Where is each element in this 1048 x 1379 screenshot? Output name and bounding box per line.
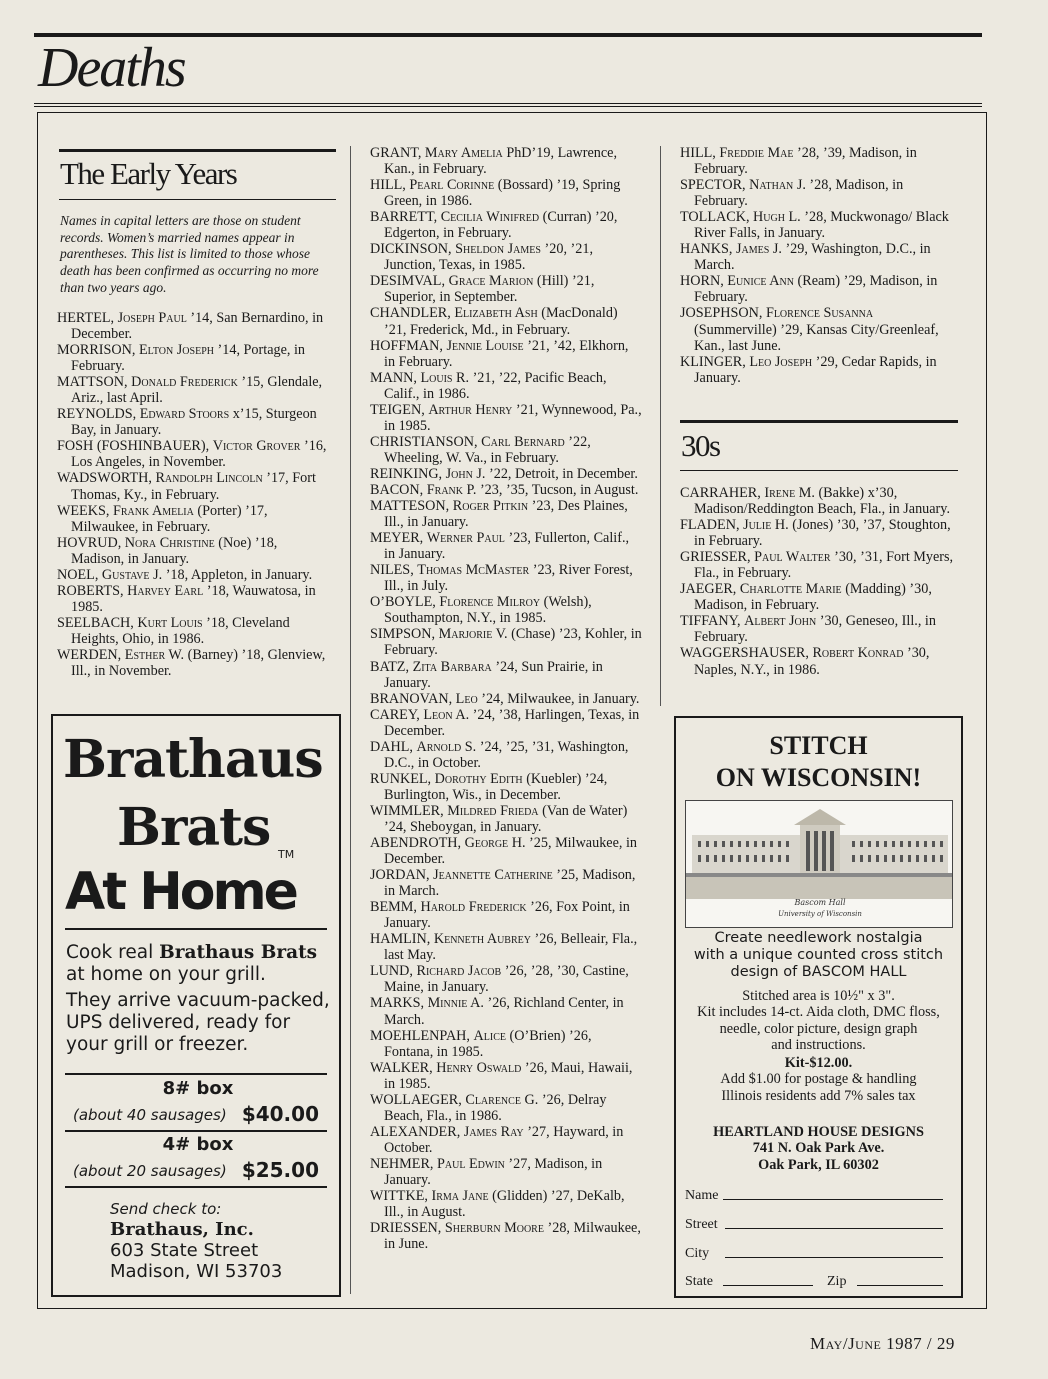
entry-given-name: James bbox=[735, 241, 770, 258]
obituary-column-3 bbox=[680, 145, 958, 386]
entry-surname: CARRAHER, bbox=[680, 485, 765, 501]
entry-details: ’21, Wynnewood, Pa., in 1985. bbox=[384, 401, 642, 434]
entry-given-name: Elton Joseph bbox=[139, 342, 214, 359]
obituary-entry bbox=[57, 374, 333, 406]
section-rule bbox=[59, 199, 336, 200]
obituary-entry bbox=[370, 338, 642, 370]
kit-price: Kit-$12.00. bbox=[784, 1055, 853, 1072]
entry-surname: DICKINSON, bbox=[370, 241, 456, 258]
entry-surname: HOFFMAN, bbox=[370, 337, 447, 354]
entry-surname: HANKS, bbox=[680, 241, 736, 258]
entry-surname: WALKER, bbox=[370, 1059, 437, 1076]
entry-given-name: Leo Joseph bbox=[749, 353, 813, 370]
entry-surname: REYNOLDS, bbox=[57, 406, 140, 423]
intro-text: Names in capital letters are those on student records. Women’s married names appear in parentheses. This list is limited to those whose death has been confirmed as occurring no more than two years ago. bbox=[60, 213, 319, 295]
obituary-entry bbox=[57, 342, 333, 374]
entry-surname: BATZ, bbox=[370, 658, 413, 675]
entry-surname: DESIMVAL, bbox=[370, 273, 449, 290]
obituary-entry bbox=[370, 899, 642, 931]
section-rule bbox=[680, 470, 958, 471]
entry-surname: HAMLIN, bbox=[370, 931, 434, 948]
entry-details: ’24, Milwaukee, in January. bbox=[477, 690, 640, 707]
entry-given-name: Albert John bbox=[744, 613, 817, 630]
entry-given-name: Gustave bbox=[101, 566, 150, 583]
entry-given-name: Paul Walter bbox=[754, 549, 831, 566]
entry-given-name: Arnold bbox=[416, 738, 462, 755]
entry-surname: BARRETT, bbox=[370, 209, 441, 226]
entry-details: ’22, Wheeling, W. Va., in February. bbox=[384, 433, 591, 466]
entry-details: ’29, Cedar Rapids, in January. bbox=[694, 353, 937, 386]
entry-surname: HILL, bbox=[680, 145, 720, 161]
entry-given-name: Werner Paul bbox=[426, 530, 505, 547]
column-divider bbox=[350, 146, 351, 1294]
entry-details: H. ’25, Milwaukee, in December. bbox=[384, 835, 638, 868]
obituary-entry bbox=[57, 615, 333, 647]
entry-surname: O’BOYLE, bbox=[370, 594, 440, 611]
entry-surname: CHANDLER, bbox=[370, 305, 455, 322]
entry-surname: WEEKS, bbox=[57, 502, 113, 519]
entry-details: ’15, Glendale, Ariz., last April. bbox=[71, 374, 323, 407]
stitch-description: Create needlework nostalgia with a unique counted cross stitch design of BASCOM HALL bbox=[693, 930, 944, 980]
entry-surname: MEYER, bbox=[370, 530, 427, 547]
entry-surname: TOLLACK, bbox=[680, 209, 754, 226]
entry-surname: MATTSON, bbox=[57, 374, 132, 391]
entry-details: ’24, Sun Prairie, in January. bbox=[384, 658, 603, 691]
entry-given-name: Leon bbox=[423, 706, 453, 723]
obituary-entry bbox=[680, 209, 958, 241]
entry-details: (Glidden) ’27, DeKalb, Ill., in August. bbox=[384, 1188, 625, 1221]
entry-details: (MacDonald) ’21, Frederick, Md., in February. bbox=[384, 305, 618, 338]
entry-surname: LUND, bbox=[370, 963, 417, 980]
entry-given-name: Frank Amelia bbox=[112, 502, 194, 519]
obituary-entry bbox=[370, 498, 642, 530]
obituary-entry bbox=[57, 567, 333, 583]
at-home-heading: At Home bbox=[65, 862, 296, 922]
entry-given-name: James Ray bbox=[463, 1123, 524, 1140]
entry-surname: GRANT, bbox=[370, 145, 425, 161]
entry-details: A. ’24, ’38, Harlingen, Texas, in December. bbox=[384, 706, 640, 739]
obituary-entry bbox=[370, 1124, 642, 1156]
entry-details: ’14, San Bernardino, in December. bbox=[71, 310, 324, 343]
entry-surname: HILL, bbox=[370, 177, 410, 194]
obituary-entry bbox=[370, 626, 642, 658]
entry-given-name: Leo bbox=[455, 690, 478, 707]
entry-given-name: Jeannette Catherine bbox=[433, 867, 553, 884]
entry-surname: BACON, bbox=[370, 481, 427, 498]
entry-surname: HERTEL, bbox=[57, 310, 118, 326]
entry-details: J. ’22, Detroit, in December. bbox=[472, 465, 638, 482]
entry-details: ’30, Naples, N.Y., in 1986. bbox=[694, 645, 930, 678]
entry-surname: GRIESSER, bbox=[680, 549, 755, 566]
entry-given-name: Frank bbox=[426, 481, 463, 498]
entry-details: ’30, ’31, Fort Myers, Fla., in February. bbox=[694, 549, 954, 582]
order-form-state-zip[interactable]: State Zip bbox=[685, 1274, 953, 1290]
obituary-entry bbox=[370, 835, 642, 867]
obituary-entry bbox=[370, 466, 642, 482]
entry-given-name: Pearl Corinne bbox=[409, 177, 495, 194]
obituary-entry bbox=[370, 963, 642, 995]
entry-given-name: Arthur Henry bbox=[428, 401, 513, 418]
box-price: $40.00 bbox=[241, 1102, 319, 1126]
ad-rule bbox=[65, 1130, 327, 1132]
entry-given-name: Florence Milroy bbox=[439, 594, 541, 611]
entry-surname: NILES, bbox=[370, 562, 418, 579]
entry-surname: NOEL, bbox=[57, 566, 102, 583]
entry-given-name: Cecilia Winifred bbox=[440, 209, 540, 226]
section-rule bbox=[680, 420, 958, 423]
entry-given-name: Roger Pitkin bbox=[452, 498, 529, 515]
entry-details: PhD’19, Lawrence, Kan., in February. bbox=[384, 145, 618, 178]
obituary-entry bbox=[680, 549, 958, 581]
entry-surname: REINKING, bbox=[370, 465, 446, 482]
obituary-entry bbox=[370, 482, 642, 498]
entry-surname: ALEXANDER, bbox=[370, 1123, 464, 1140]
obituary-entry bbox=[57, 535, 333, 567]
entry-given-name: Marjorie bbox=[438, 626, 493, 643]
price-row-4lb bbox=[73, 1134, 323, 1182]
entry-surname: JORDAN, bbox=[370, 867, 434, 884]
entry-surname: BEMM, bbox=[370, 899, 421, 916]
entry-details: R. ’21, ’22, Pacific Beach, Calif., in 1986. bbox=[384, 369, 607, 402]
entry-details: ’20, ’21, Junction, Texas, in 1985. bbox=[384, 241, 593, 274]
entry-given-name: Randolph Lincoln bbox=[155, 470, 263, 487]
title-rule bbox=[34, 103, 982, 104]
box-price: $25.00 bbox=[241, 1158, 319, 1182]
entry-surname: WERDEN, bbox=[57, 646, 125, 663]
entry-given-name: Carl Bernard bbox=[481, 433, 565, 450]
entry-surname: WIMMLER, bbox=[370, 802, 448, 819]
entry-surname: WOLLAEGER, bbox=[370, 1091, 466, 1108]
entry-details: (Van de Water) ’24, Sheboygan, in January. bbox=[384, 802, 628, 835]
title-rule bbox=[34, 106, 982, 107]
entry-given-name: Mary Amelia bbox=[424, 145, 503, 161]
entry-details: ’25, Madison, in March. bbox=[384, 867, 636, 900]
obituary-entry bbox=[680, 145, 958, 177]
obituary-entry bbox=[57, 310, 333, 342]
entry-given-name: Kurt Louis bbox=[137, 614, 203, 631]
entry-surname: HOVRUD, bbox=[57, 534, 125, 551]
company-address: 603 State Street Madison, WI 53703 bbox=[110, 1240, 283, 1282]
entry-details: (O’Brien) ’26, Fontana, in 1985. bbox=[384, 1027, 592, 1060]
obituary-entry bbox=[370, 691, 642, 707]
obituary-entry bbox=[680, 581, 958, 613]
kit-details: Stitched area is 10½" x 3". Kit includes 14-ct. Aida cloth, DMC floss, needle, color picture, design graph and instructions. Kit-$12.00. Add $1.00 for postage & handling Illinois residents add 7% sales tax bbox=[676, 988, 961, 1104]
obituary-entry bbox=[370, 995, 642, 1027]
entry-given-name: Freddie Mae bbox=[719, 145, 794, 161]
entry-surname: SEELBACH, bbox=[57, 614, 138, 631]
entry-details: ’16, Los Angeles, in November. bbox=[71, 438, 327, 471]
entry-details: J. ’28, Madison, in February. bbox=[694, 177, 904, 210]
obituary-entry bbox=[370, 803, 642, 835]
entry-details: H. (Jones) ’30, ’37, Stoughton, in February. bbox=[694, 517, 951, 550]
entry-given-name: Donald Frederick bbox=[131, 374, 238, 391]
entry-given-name: Minnie bbox=[427, 995, 468, 1012]
obituary-column-30s bbox=[680, 485, 958, 678]
brats-logo: Brats bbox=[117, 797, 271, 858]
entry-details: (Welsh), Southampton, N.Y., in 1985. bbox=[384, 594, 592, 627]
entry-given-name: Eunice Ann bbox=[727, 273, 794, 290]
entry-details: ’21, ’42, Elkhorn, in February. bbox=[384, 337, 629, 370]
obituary-column-1 bbox=[57, 310, 333, 679]
section-title-early-years: The Early Years bbox=[60, 156, 237, 191]
entry-given-name: Alice bbox=[473, 1027, 506, 1044]
entry-given-name: Sherburn Moore bbox=[444, 1220, 544, 1237]
entry-details: ’18, Cleveland Heights, Ohio, in 1986. bbox=[71, 614, 290, 647]
image-caption: University of Wisconsin bbox=[778, 910, 862, 918]
entry-surname: JOSEPHSON, bbox=[680, 305, 766, 322]
obituary-entry bbox=[57, 647, 333, 679]
entry-given-name: Jennie Louise bbox=[446, 337, 524, 354]
obituary-entry bbox=[57, 470, 333, 502]
obituary-entry bbox=[680, 645, 958, 677]
bascom-hall-image bbox=[685, 800, 953, 928]
entry-surname: SIMPSON, bbox=[370, 626, 439, 643]
entry-surname: KLINGER, bbox=[680, 353, 750, 370]
column-divider bbox=[660, 146, 661, 706]
entry-given-name: Robert Konrad bbox=[812, 645, 904, 662]
obituary-entry bbox=[370, 434, 642, 466]
entry-given-name: Hugh bbox=[753, 209, 785, 226]
stitch-headline: STITCH ON WISCONSIN! bbox=[715, 731, 922, 792]
obituary-entry bbox=[57, 503, 333, 535]
brathaus-ad bbox=[51, 714, 341, 1297]
company-name: Brathaus, Inc. bbox=[110, 1219, 254, 1240]
box-name: 8# box bbox=[162, 1078, 234, 1099]
entry-details: ’26, Fox Point, in January. bbox=[384, 899, 630, 932]
entry-details: ’18, Wauwatosa, in 1985. bbox=[71, 582, 316, 615]
entry-details: W. (Barney) ’18, Glenview, Ill., in November. bbox=[71, 646, 326, 680]
entry-surname: NEHMER, bbox=[370, 1155, 437, 1172]
obituary-entry bbox=[370, 273, 642, 305]
entry-given-name: Kenneth Aubrey bbox=[433, 931, 531, 948]
obituary-entry bbox=[370, 402, 642, 434]
entry-surname: HORN, bbox=[680, 273, 728, 290]
entry-details: (Summerville) ’29, Kansas City/Greenleaf, Kan., last June. bbox=[694, 321, 939, 354]
entry-given-name: Edward Stoors bbox=[139, 406, 230, 423]
entry-given-name: Nora Christine bbox=[124, 534, 215, 551]
entry-surname: WADSWORTH, bbox=[57, 470, 156, 487]
obituary-entry bbox=[370, 241, 642, 273]
entry-given-name: Nathan bbox=[749, 177, 794, 194]
obituary-entry bbox=[680, 517, 958, 549]
description-text: They arrive vacuum-packed, UPS delivered, ready for your grill or freezer. bbox=[66, 990, 330, 1055]
obituary-entry bbox=[370, 659, 642, 691]
entry-details: ’30, Geneseo, Ill., in February. bbox=[694, 613, 936, 646]
entry-surname: SPECTOR, bbox=[680, 177, 750, 194]
entry-details: (Porter) ’17, Milwaukee, in February. bbox=[71, 502, 268, 535]
entry-details: V. (Chase) ’23, Kohler, in February. bbox=[384, 626, 642, 659]
entry-details: M. (Bakke) x’30, Madison/Reddington Beach, Fla., in January. bbox=[694, 485, 950, 518]
entry-given-name: Charlotte Marie bbox=[739, 581, 842, 598]
entry-surname: RUNKEL, bbox=[370, 770, 435, 787]
send-check-label: Send check to: bbox=[110, 1200, 222, 1218]
obituary-entry bbox=[370, 739, 642, 771]
entry-surname: MOEHLENPAH, bbox=[370, 1027, 474, 1044]
entry-given-name: Clarence bbox=[465, 1091, 521, 1108]
obituary-entry bbox=[57, 583, 333, 615]
entry-details: ’26, Belleair, Fla., last May. bbox=[384, 931, 638, 964]
entry-surname: JAEGER, bbox=[680, 581, 740, 598]
obituary-column-2 bbox=[370, 145, 642, 1252]
obituary-entry bbox=[370, 1156, 642, 1188]
entry-details: ’26, ’28, ’30, Castine, Maine, in January. bbox=[384, 963, 629, 996]
entry-details: ’23, River Forest, Ill., in July. bbox=[384, 562, 633, 595]
obituary-entry bbox=[680, 177, 958, 209]
entry-given-name: Zita Barbara bbox=[412, 658, 492, 675]
box-subtitle: (about 40 sausages) bbox=[73, 1106, 227, 1124]
entry-details: (Ream) ’29, Madison, in February. bbox=[694, 273, 938, 306]
entry-details: (Bossard) ’19, Spring Green, in 1986. bbox=[384, 177, 621, 210]
cook-text: Cook real Brathaus Brats at home on your grill. bbox=[66, 942, 318, 985]
stitch-ad bbox=[674, 716, 963, 1298]
obituary-entry bbox=[370, 771, 642, 803]
obituary-entry bbox=[680, 354, 958, 386]
entry-details: (Noe) ’18, Madison, in January. bbox=[71, 534, 278, 567]
entry-given-name: Dorothy Edith bbox=[434, 770, 523, 787]
entry-given-name: Irene bbox=[764, 485, 796, 501]
order-form-name[interactable]: Name bbox=[685, 1188, 953, 1204]
obituary-entry bbox=[680, 273, 958, 305]
entry-given-name: Irma Jane bbox=[431, 1188, 489, 1205]
section-title-30s: 30s bbox=[681, 428, 720, 463]
obituary-entry bbox=[370, 707, 642, 739]
entry-surname: ABENDROTH, bbox=[370, 835, 465, 852]
entry-details: S. ’24, ’25, ’31, Washington, D.C., in October. bbox=[384, 738, 629, 771]
entry-details: G. ’26, Delray Beach, Fla., in 1986. bbox=[384, 1091, 607, 1124]
entry-details: ’28, ’39, Madison, in February. bbox=[694, 145, 917, 178]
ad-rule bbox=[65, 1186, 327, 1188]
entry-details: ’27, Hayward, in October. bbox=[384, 1123, 624, 1156]
entry-given-name: Paul Edwin bbox=[437, 1155, 505, 1172]
entry-details: ’28, Milwaukee, in June. bbox=[384, 1220, 641, 1253]
obituary-entry bbox=[57, 438, 333, 470]
entry-surname: MARKS, bbox=[370, 995, 428, 1012]
obituary-entry bbox=[370, 145, 642, 177]
entry-surname: FLADEN, bbox=[680, 517, 744, 534]
entry-details: L. ’28, Muckwonago/ Black River Falls, in January. bbox=[694, 209, 949, 242]
entry-surname: DAHL, bbox=[370, 738, 417, 755]
brathaus-logo: Brathaus bbox=[63, 729, 323, 790]
obituary-entry bbox=[370, 530, 642, 562]
entry-surname: BRANOVAN, bbox=[370, 690, 456, 707]
entry-given-name: George bbox=[464, 835, 509, 852]
obituary-entry bbox=[370, 931, 642, 963]
obituary-entry bbox=[680, 241, 958, 273]
box-subtitle: (about 20 sausages) bbox=[73, 1162, 227, 1180]
page-footer: May/June 1987 / 29 bbox=[810, 1334, 955, 1353]
order-form-street[interactable]: Street bbox=[685, 1217, 953, 1233]
obituary-entry bbox=[370, 1220, 642, 1252]
entry-details: x’15, Sturgeon Bay, in January. bbox=[71, 406, 317, 439]
entry-details: ’14, Portage, in February. bbox=[71, 342, 306, 375]
obituary-entry bbox=[680, 613, 958, 645]
ad-rule bbox=[65, 1073, 327, 1075]
obituary-entry bbox=[370, 305, 642, 337]
obituary-entry bbox=[370, 1092, 642, 1124]
entry-given-name: Thomas McMaster bbox=[417, 562, 530, 579]
obituary-entry bbox=[370, 594, 642, 626]
obituary-entry bbox=[370, 209, 642, 241]
entry-surname: FOSH (FOSHINBAUER), bbox=[57, 438, 213, 455]
entry-details: ’27, Madison, in January. bbox=[384, 1155, 603, 1188]
entry-details: (Kuebler) ’24, Burlington, Wis., in December. bbox=[384, 770, 608, 803]
entry-given-name: Richard Jacob bbox=[416, 963, 502, 980]
bascom-hall-illustration bbox=[686, 801, 953, 928]
obituary-entry bbox=[57, 406, 333, 438]
entry-given-name: Louis bbox=[420, 369, 453, 386]
entry-given-name: Mildred Frieda bbox=[447, 802, 539, 819]
entry-given-name: Harvey Earl bbox=[127, 582, 204, 599]
entry-surname: MORRISON, bbox=[57, 342, 139, 359]
entry-details: J. ’18, Appleton, in January. bbox=[149, 566, 313, 583]
obituary-entry bbox=[370, 562, 642, 594]
image-caption: Bascom Hall bbox=[794, 898, 846, 907]
entry-given-name: Henry Oswald bbox=[436, 1059, 522, 1076]
stitch-company: HEARTLAND HOUSE DESIGNS 741 N. Oak Park Ave. Oak Park, IL 60302 bbox=[713, 1124, 924, 1173]
obituary-entry bbox=[370, 177, 642, 209]
entry-given-name: Florence Susanna bbox=[765, 305, 874, 322]
page-title: Deaths bbox=[38, 37, 185, 99]
entry-surname: TIFFANY, bbox=[680, 613, 745, 630]
entry-details: (Hill) ’21, Superior, in September. bbox=[384, 273, 595, 306]
entry-surname: CHRISTIANSON, bbox=[370, 433, 482, 450]
entry-surname: TEIGEN, bbox=[370, 401, 429, 418]
entry-given-name: Grace Marion bbox=[448, 273, 534, 290]
entry-surname: MATTESON, bbox=[370, 498, 453, 515]
entry-given-name: Esther bbox=[124, 646, 166, 663]
entry-details: P. ’23, ’35, Tucson, in August. bbox=[463, 481, 639, 498]
entry-surname: WAGGERSHAUSER, bbox=[680, 645, 813, 662]
trademark-mark: TM bbox=[278, 848, 295, 861]
section-rule bbox=[59, 149, 336, 152]
entry-details: (Madding) ’30, Madison, in February. bbox=[694, 581, 932, 614]
entry-given-name: Elizabeth Ash bbox=[454, 305, 538, 322]
obituary-entry bbox=[370, 1060, 642, 1092]
entry-details: (Curran) ’20, Edgerton, in February. bbox=[384, 209, 618, 242]
entry-details: A. ’26, Richland Center, in March. bbox=[384, 995, 624, 1028]
obituary-entry bbox=[370, 370, 642, 402]
entry-surname: DRIESSEN, bbox=[370, 1220, 445, 1237]
entry-given-name: Joseph Paul bbox=[117, 310, 187, 326]
obituary-entry bbox=[680, 485, 958, 517]
obituary-entry bbox=[370, 1188, 642, 1220]
obituary-entry bbox=[370, 1028, 642, 1060]
obituary-entry bbox=[370, 867, 642, 899]
entry-surname: MANN, bbox=[370, 369, 421, 386]
entry-given-name: Harold Frederick bbox=[420, 899, 527, 916]
entry-details: ’17, Fort Thomas, Ky., in February. bbox=[71, 470, 316, 503]
box-name: 4# box bbox=[162, 1134, 234, 1155]
entry-surname: ROBERTS, bbox=[57, 582, 128, 599]
entry-details: J. ’29, Washington, D.C., in March. bbox=[694, 241, 931, 274]
entry-given-name: John bbox=[445, 465, 473, 482]
entry-given-name: Victor Grover bbox=[212, 438, 301, 455]
entry-details: ’23, Fullerton, Calif., in January. bbox=[384, 530, 630, 563]
price-row-8lb bbox=[73, 1078, 323, 1126]
entry-details: ’26, Maui, Hawaii, in 1985. bbox=[384, 1059, 633, 1092]
entry-surname: CAREY, bbox=[370, 706, 424, 723]
order-form-city[interactable]: City bbox=[685, 1246, 953, 1262]
entry-given-name: Sheldon James bbox=[455, 241, 541, 258]
ad-rule bbox=[65, 928, 327, 930]
entry-details: ’23, Des Plaines, Ill., in January. bbox=[384, 498, 628, 531]
entry-surname: WITTKE, bbox=[370, 1188, 432, 1205]
entry-given-name: Julie bbox=[743, 517, 772, 534]
obituary-entry bbox=[680, 305, 958, 353]
